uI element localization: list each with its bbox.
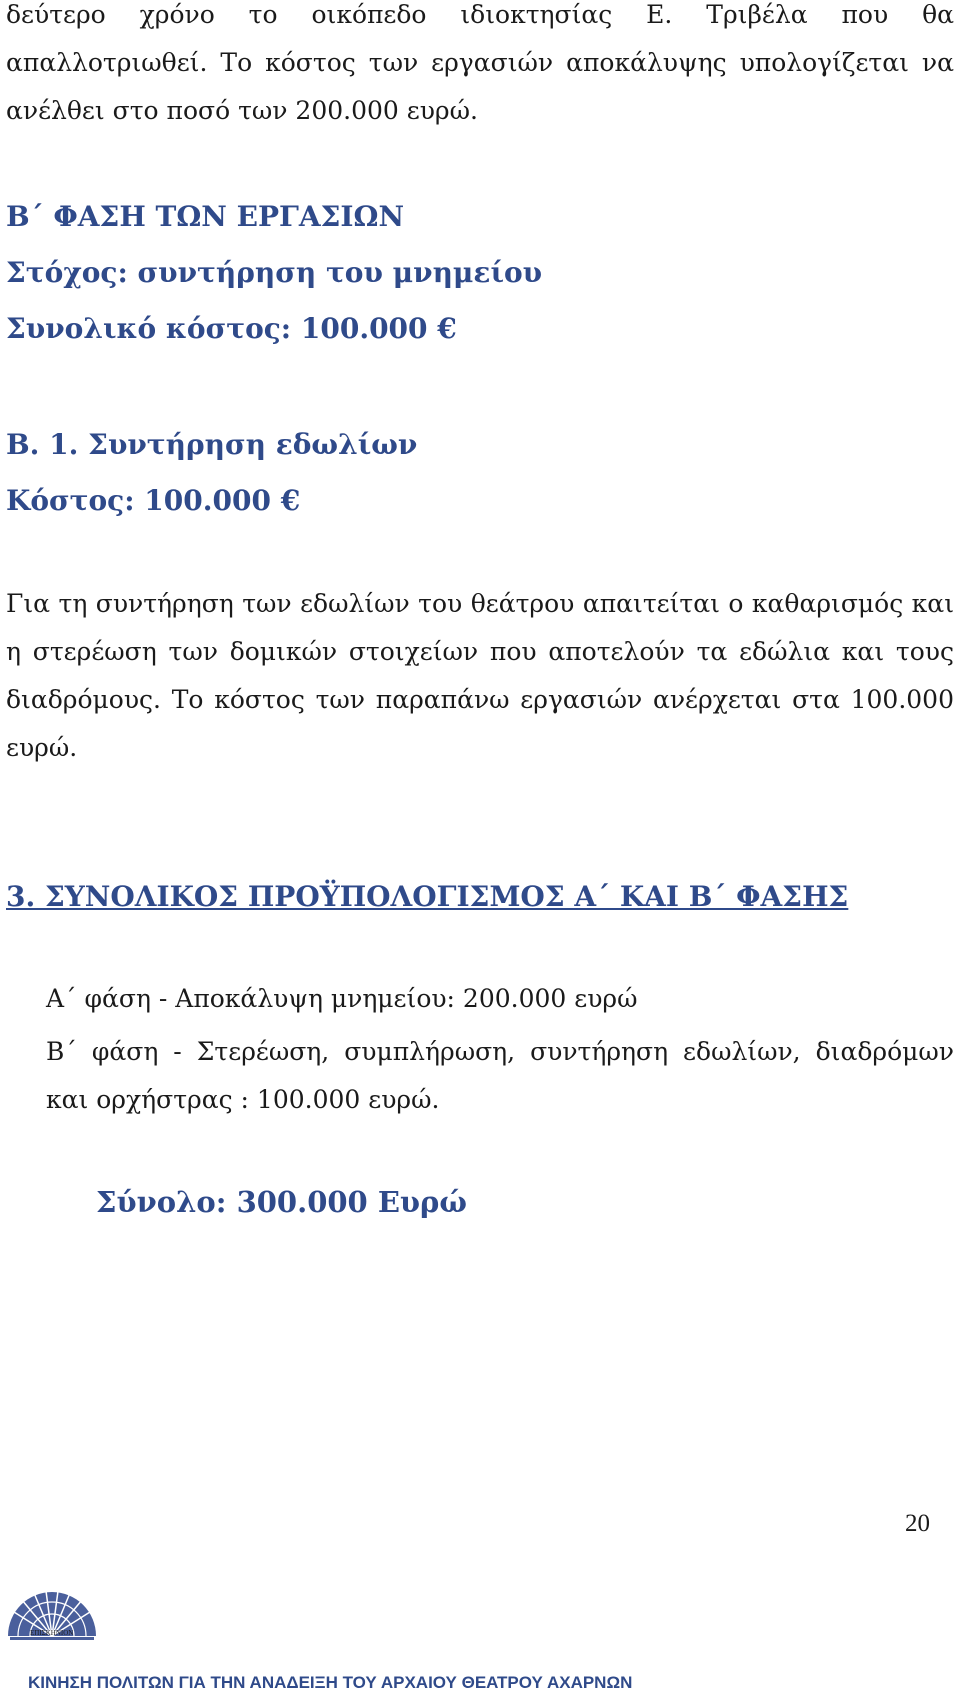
b1-title: Β. 1. Συντήρηση εδωλίων — [6, 428, 418, 461]
intro-paragraph — [6, 0, 954, 135]
b1-paragraph — [6, 580, 954, 772]
b1-line: ευρώ. — [6, 733, 78, 762]
b1-line: η στερέωση των δομικών στοιχείων που αποτελούν τα εδώλια και τους — [6, 637, 954, 666]
phase-b-goal: Στόχος: συντήρηση του μνημείου — [6, 256, 543, 289]
budget-total: Σύνολο: 300.000 Ευρώ — [96, 1185, 467, 1219]
budget-item-a: Α΄ φάση - Αποκάλυψη μνημείου: 200.000 ευρώ — [46, 984, 638, 1013]
budget-item-b — [46, 1028, 954, 1124]
footer-organization: ΚΙΝΗΣΗ ΠΟΛΙΤΩΝ ΓΙΑ ΤΗΝ ΑΝΑΔΕΙΞΗ ΤΟΥ ΑΡΧΑΙΟΥ ΘΕΑΤΡΟΥ ΑΧΑΡΝΩΝ — [28, 1673, 633, 1692]
phase-b-total-cost: Συνολικό κόστος: 100.000 € — [6, 312, 457, 345]
page-number: 20 — [905, 1510, 930, 1537]
logo-caption: ΕΠΙΣΚΗΝΙΟΝ — [30, 1629, 74, 1637]
intro-line: δεύτερο χρόνο το οικόπεδο ιδιοκτησίας Ε. Τριβέλα που θα — [6, 0, 954, 29]
section-3-title: 3. ΣΥΝΟΛΙΚΟΣ ΠΡΟΫΠΟΛΟΓΙΣΜΟΣ Α΄ ΚΑΙ Β΄ ΦΑΣΗΣ — [6, 880, 849, 913]
b1-line: διαδρόμους. Το κόστος των παραπάνω εργασιών ανέρχεται στα 100.000 — [6, 685, 954, 714]
phase-b-title: Β΄ ΦΑΣΗ ΤΩΝ ΕΡΓΑΣΙΩΝ — [6, 200, 405, 233]
b1-cost: Κόστος: 100.000 € — [6, 484, 301, 517]
intro-line: ανέλθει στο ποσό των 200.000 ευρώ. — [6, 96, 478, 125]
b1-line: Για τη συντήρηση των εδωλίων του θεάτρου απαιτείται ο καθαρισμός και — [6, 589, 954, 618]
intro-line: απαλλοτριωθεί. Το κόστος των εργασιών αποκάλυψης υπολογίζεται να — [6, 48, 954, 77]
theatre-logo-icon — [4, 1568, 100, 1650]
budget-item-b-line: Β΄ φάση - Στερέωση, συμπλήρωση, συντήρηση εδωλίων, διαδρόμων — [46, 1037, 954, 1066]
budget-item-b-line: και ορχήστρας : 100.000 ευρώ. — [46, 1085, 440, 1114]
